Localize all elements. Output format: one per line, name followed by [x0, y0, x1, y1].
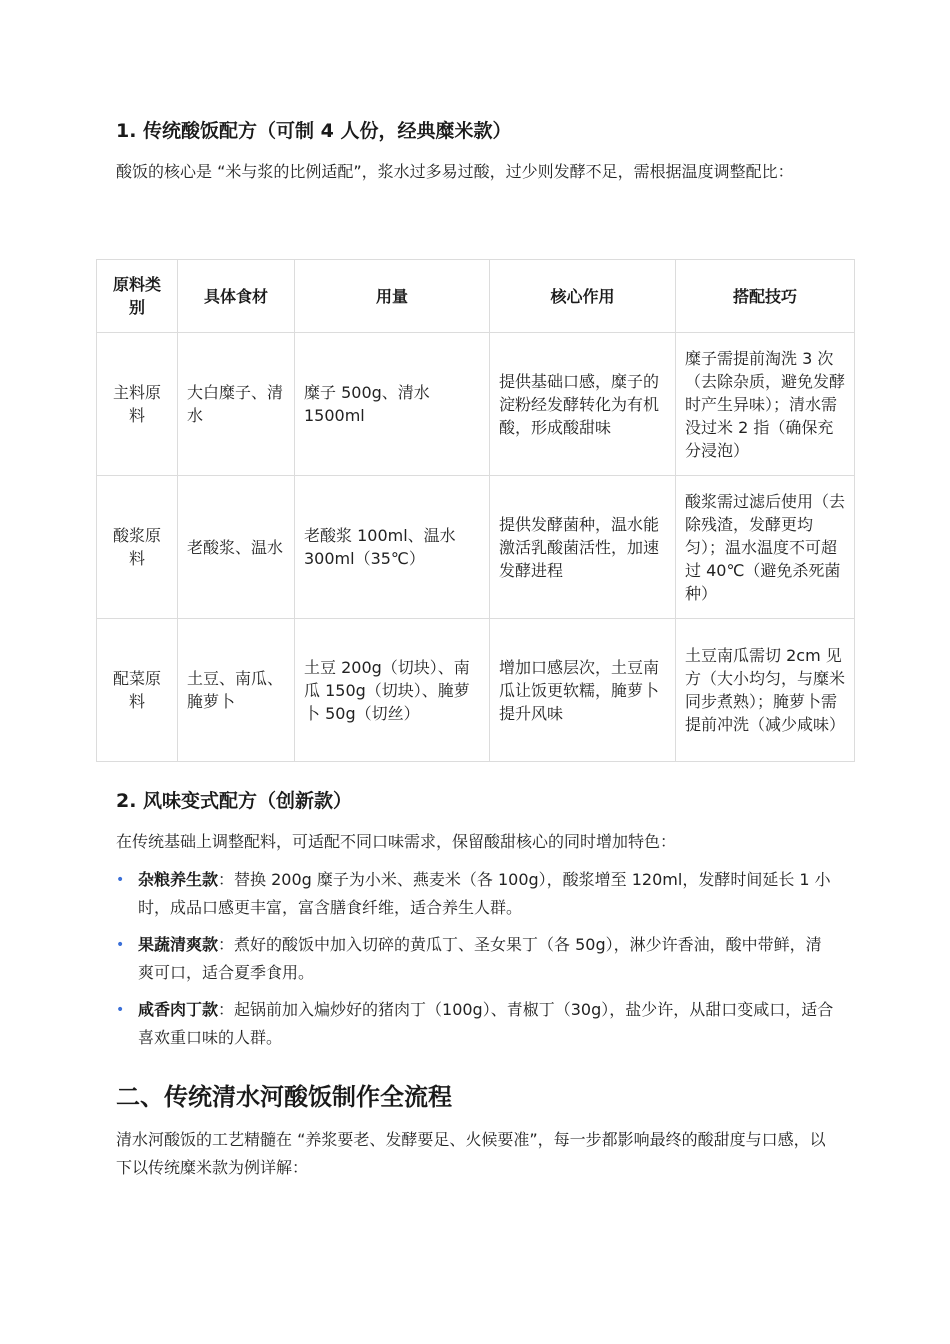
variant-name: 杂粮养生款 — [138, 870, 219, 889]
cell-category: 主料原料 — [97, 333, 178, 476]
table-header-row — [97, 260, 855, 333]
recipe-table — [96, 259, 855, 762]
table-row — [97, 476, 855, 619]
cell-amount: 糜子 500g、清水 1500ml — [295, 333, 490, 476]
cell-ingredients: 土豆、南瓜、腌萝卜 — [178, 619, 295, 762]
cell-tips: 糜子需提前淘洗 3 次（去除杂质，避免发酵时产生异味）；清水需没过米 2 指（确保充分浸泡） — [676, 333, 855, 476]
header-ingredients: 具体食材 — [178, 260, 295, 333]
variant-text: ：起锅前加入煸炒好的猪肉丁（100g）、青椒丁（30g），盐少许，从甜口变咸口，适合喜欢重口味的人群。 — [138, 1000, 834, 1047]
cell-amount: 土豆 200g（切块）、南瓜 150g（切块）、腌萝卜 50g（切丝） — [295, 619, 490, 762]
cell-tips: 酸浆需过滤后使用（去除残渣，发酵更均匀）；温水温度不可超过 40℃（避免杀死菌种） — [676, 476, 855, 619]
list-item — [116, 996, 836, 1052]
variants-intro: 在传统基础上调整配料，可适配不同口味需求，保留酸甜核心的同时增加特色： — [116, 832, 677, 851]
header-amount: 用量 — [295, 260, 490, 333]
section-heading-traditional-recipe: 1. 传统酸饭配方（可制 4 人份，经典糜米款） — [116, 120, 512, 142]
list-item — [116, 931, 836, 987]
variant-text: ：替换 200g 糜子为小米、燕麦米（各 100g），酸浆增至 120ml，发酵时间延长 1 小时，成品口感更丰富，富含膳食纤维，适合养生人群。 — [138, 870, 831, 917]
process-intro: 清水河酸饭的工艺精髓在 “养浆要老、发酵要足、火候要准”，每一步都影响最终的酸甜度与口感，以下以传统糜米款为例详解： — [116, 1130, 826, 1177]
cell-amount: 老酸浆 100ml、温水 300ml（35℃） — [295, 476, 490, 619]
cell-role: 提供基础口感，糜子的淀粉经发酵转化为有机酸，形成酸甜味 — [490, 333, 676, 476]
variant-name: 咸香肉丁款 — [138, 1000, 219, 1019]
cell-ingredients: 大白糜子、清水 — [178, 333, 295, 476]
bullet-icon: • — [116, 937, 125, 953]
variants-list — [116, 866, 836, 1061]
section-heading-flavor-variants: 2. 风味变式配方（创新款） — [116, 790, 353, 812]
cell-role: 提供发酵菌种，温水能激活乳酸菌活性，加速发酵进程 — [490, 476, 676, 619]
section-heading-process: 二、传统清水河酸饭制作全流程 — [116, 1083, 452, 1111]
variant-text: ：煮好的酸饭中加入切碎的黄瓜丁、圣女果丁（各 50g），淋少许香油，酸中带鲜，清爽可口，适合夏季食用。 — [138, 935, 822, 982]
recipe-intro: 酸饭的核心是 “米与浆的比例适配”，浆水过多易过酸，过少则发酵不足，需根据温度调整配比： — [116, 162, 794, 181]
cell-tips: 土豆南瓜需切 2cm 见方（大小均匀，与糜米同步煮熟）；腌萝卜需提前冲洗（减少咸味） — [676, 619, 855, 762]
cell-role: 增加口感层次，土豆南瓜让饭更软糯，腌萝卜提升风味 — [490, 619, 676, 762]
table-row — [97, 333, 855, 476]
cell-category: 酸浆原料 — [97, 476, 178, 619]
cell-category: 配菜原料 — [97, 619, 178, 762]
table-row — [97, 619, 855, 762]
variant-name: 果蔬清爽款 — [138, 935, 219, 954]
header-tips: 搭配技巧 — [676, 260, 855, 333]
list-item — [116, 866, 836, 922]
header-role: 核心作用 — [490, 260, 676, 333]
cell-ingredients: 老酸浆、温水 — [178, 476, 295, 619]
bullet-icon: • — [116, 1002, 125, 1018]
header-category: 原料类别 — [97, 260, 178, 333]
bullet-icon: • — [116, 872, 125, 888]
